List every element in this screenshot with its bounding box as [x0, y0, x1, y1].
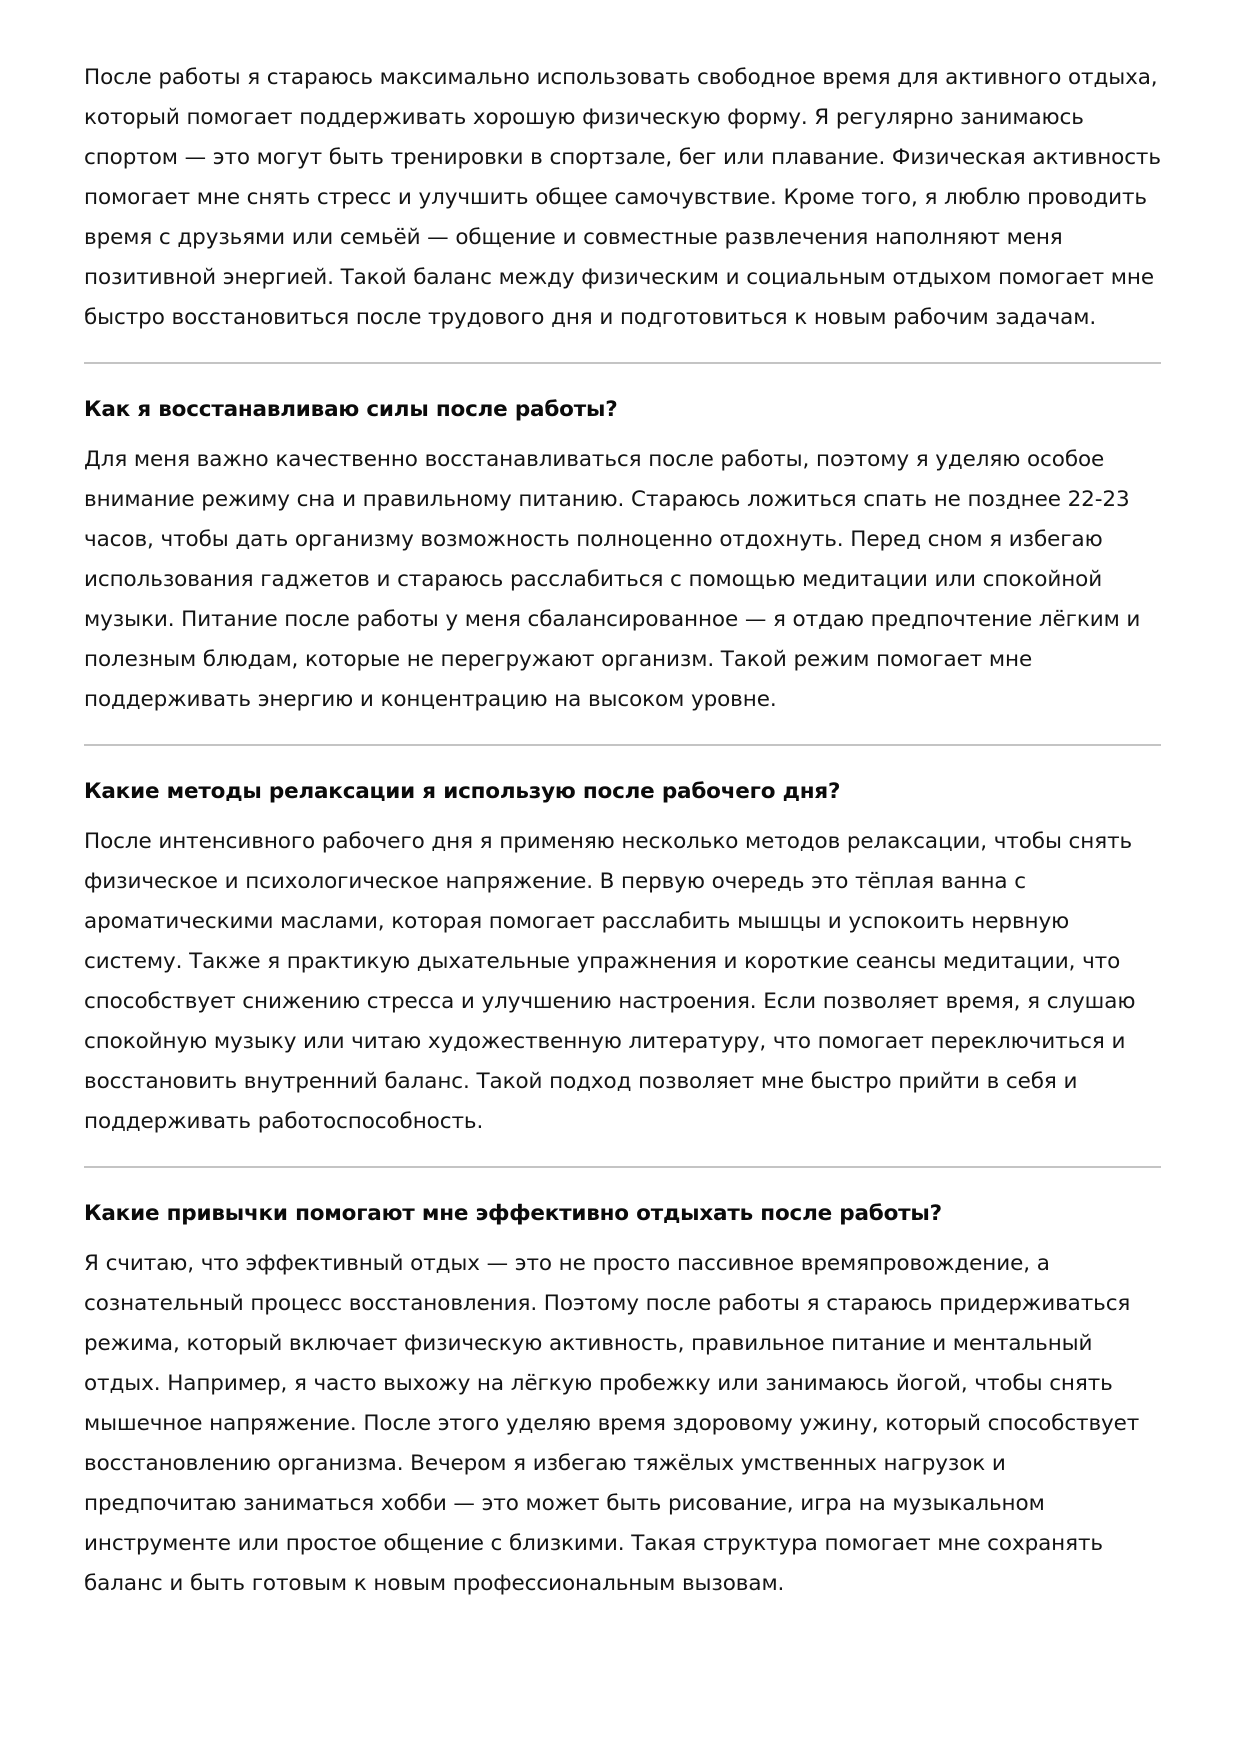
section-divider: [84, 362, 1161, 364]
section-heading: Какие методы релаксации я использую после рабочего дня?: [84, 779, 841, 804]
section-divider: [84, 744, 1161, 746]
section-paragraph: После интенсивного рабочего дня я применяю несколько методов релаксации, чтобы снять физическое и психологическое напряжение. В первую очередь это тёплая ванна с ароматическими маслами, которая помогает расслабить мышцы и успокоить нервную систему. Также я практикую дыхательные упражнения и короткие сеансы медитации, что способствует снижению стресса и улучшению настроения. Если позволяет время, я слушаю спокойную музыку или читаю художественную литературу, что помогает переключиться и восстановить внутренний баланс. Такой подход позволяет мне быстро прийти в себя и поддерживать работоспособность.: [84, 829, 1136, 1134]
section-recovery: [84, 394, 1161, 720]
intro-paragraph: После работы я стараюсь максимально использовать свободное время для активного отдыха, который помогает поддерживать хорошую физическую форму. Я регулярно занимаюсь спортом — это могут быть тренировки в спортзале, бег или плавание. Физическая активность помогает мне снять стресс и улучшить общее самочувствие. Кроме того, я люблю проводить время с друзьями или семьёй — общение и совместные развлечения наполняют меня позитивной энергией. Такой баланс между физическим и социальным отдыхом помогает мне быстро восстановиться после трудового дня и подготовиться к новым рабочим задачам.: [84, 65, 1161, 330]
section-relaxation: [84, 776, 1161, 1142]
section-heading: Как я восстанавливаю силы после работы?: [84, 397, 618, 422]
section-heading: Какие привычки помогают мне эффективно отдыхать после работы?: [84, 1201, 942, 1226]
section-paragraph: Для меня важно качественно восстанавливаться после работы, поэтому я уделяю особое внимание режиму сна и правильному питанию. Стараюсь ложиться спать не позднее 22-23 часов, чтобы дать организму возможность полноценно отдохнуть. Перед сном я избегаю использования гаджетов и стараюсь расслабиться с помощью медитации или спокойной музыки. Питание после работы у меня сбалансированное — я отдаю предпочтение лёгким и полезным блюдам, которые не перегружают организм. Такой режим помогает мне поддерживать энергию и концентрацию на высоком уровне.: [84, 447, 1141, 712]
section-paragraph: Я считаю, что эффективный отдых — это не просто пассивное времяпровождение, а сознательный процесс восстановления. Поэтому после работы я стараюсь придерживаться режима, который включает физическую активность, правильное питание и ментальный отдых. Например, я часто выхожу на лёгкую пробежку или занимаюсь йогой, чтобы снять мышечное напряжение. После этого уделяю время здоровому ужину, который способствует восстановлению организма. Вечером я избегаю тяжёлых умственных нагрузок и предпочитаю заниматься хобби — это может быть рисование, игра на музыкальном инструменте или простое общение с близкими. Такая структура помогает мне сохранять баланс и быть готовым к новым профессиональным вызовам.: [84, 1251, 1140, 1596]
section-divider: [84, 1166, 1161, 1168]
section-habits: [84, 1198, 1161, 1604]
